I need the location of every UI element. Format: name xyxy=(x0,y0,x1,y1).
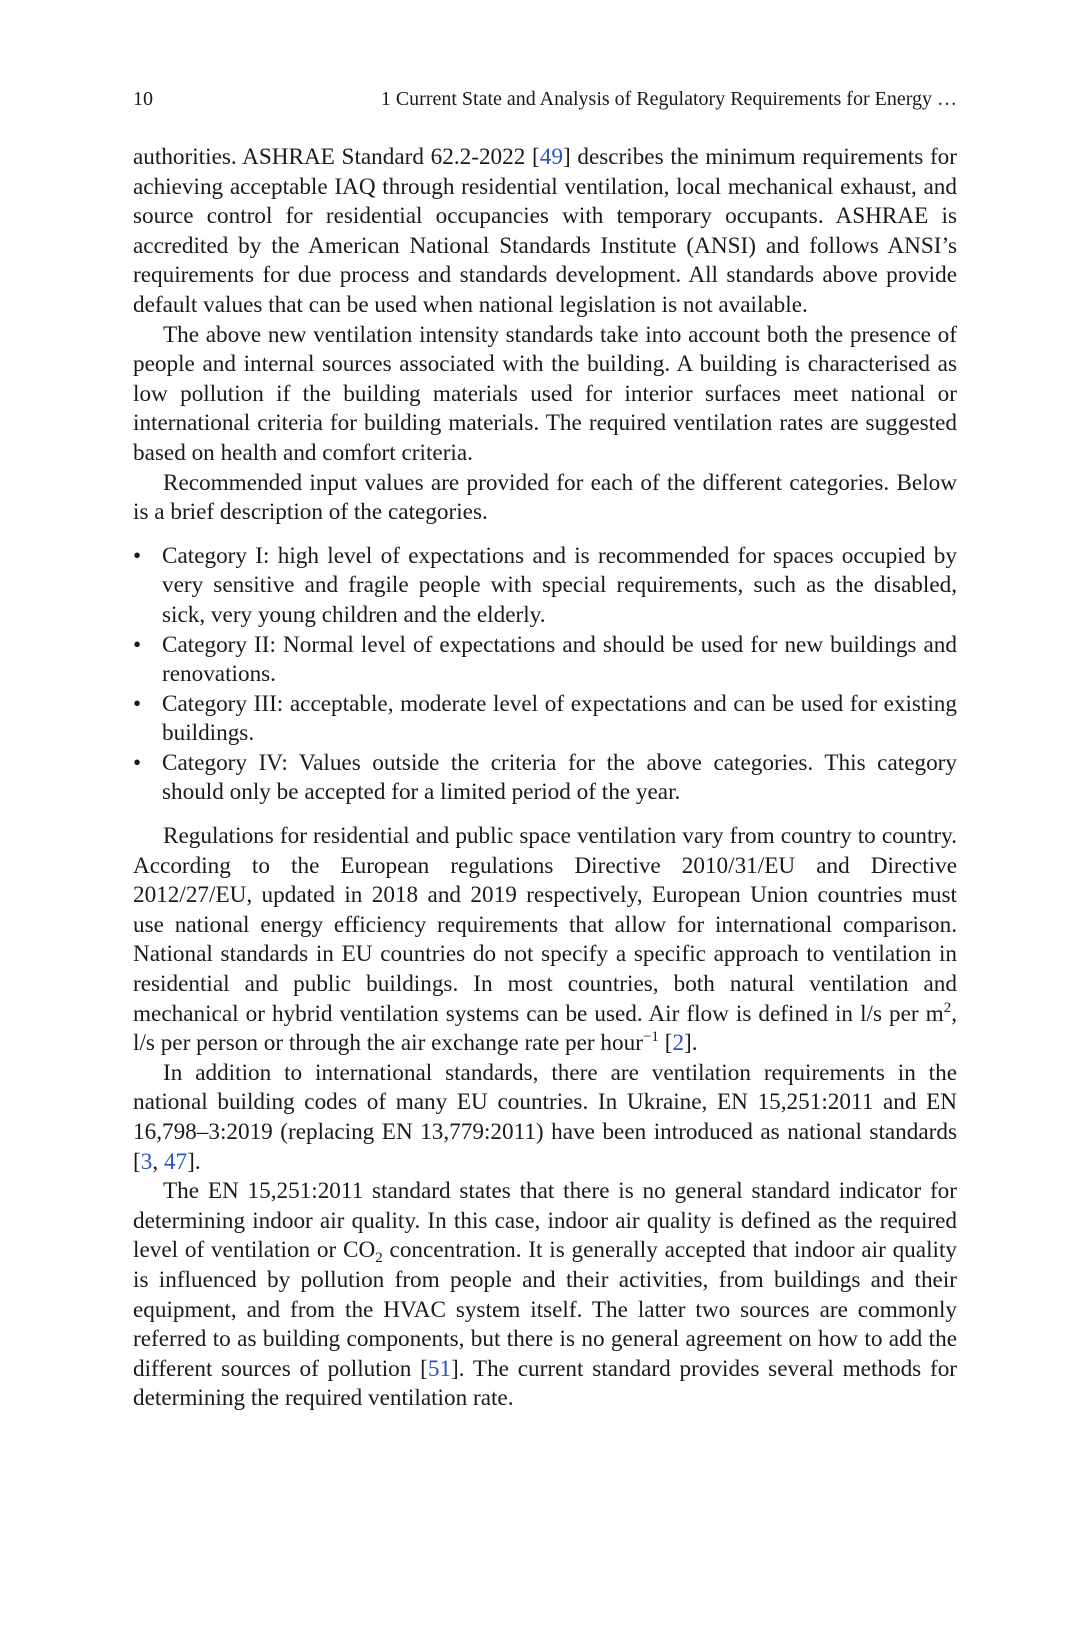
text-run: The EN 15,251:2011 standard states that there is no general standard indicator for determining indoor air quality. In this case, indoor air quality is defined as the required level of ventilation or CO xyxy=(133,1178,957,1264)
text-run: ]. xyxy=(187,1148,201,1175)
chapter-title: 1 Current State and Analysis of Regulatory Requirements for Energy … xyxy=(380,88,957,110)
text-run: , l/s per person or through the air exchange rate per hour xyxy=(133,1000,957,1057)
text-run: authorities. ASHRAE Standard 62.2-2022 [ xyxy=(133,144,540,170)
text-run: concentration. It is generally accepted that indoor air quality is influenced by pollution from people and their activities, from buildings and their equipment, and from the HVAC system itself. The latter two sources are commonly referred to as building components, but there is no general agreement on how to add the different sources of pollution [ xyxy=(133,1237,957,1382)
paragraph-ashrae xyxy=(133,143,957,321)
list-item xyxy=(133,749,957,808)
bullet-icon: • xyxy=(133,631,142,658)
running-header xyxy=(133,84,957,114)
page-number: 10 xyxy=(133,88,153,110)
list-item-text: Category I: high level of expectations and is recommended for spaces occupied by very sensitive and fragile people with special requirements, such as the disabled, sick, very young children and the elderly. xyxy=(162,542,957,628)
text-run: In addition to international standards, there are ventilation requirements in the national building codes of many EU countries. In Ukraine, EN 15,251:2011 and EN 16,798–3:2019 (replacing EN 13,779:2011) have been introduced as national standards [ xyxy=(133,1059,957,1175)
text-run: ]. xyxy=(684,1030,698,1057)
list-item-text: Category III: acceptable, moderate level of expectations and can be used for existing buildings. xyxy=(162,690,957,747)
text-run: [ xyxy=(658,1030,673,1057)
list-item-text: Category II: Normal level of expectations and should be used for new buildings and renovations. xyxy=(162,631,957,688)
citation-link-2[interactable]: 2 xyxy=(672,1030,685,1057)
paragraph-en15251 xyxy=(133,1177,957,1414)
text-run: ] describes the minimum requirements for achieving acceptable IAQ through residential ventilation, local mechanical exhaust, and source control for residential occupancies with temporary occupants. ASHRAE is accredited by the American National Standards Institute (ANSI) and follows ANSI’s requirements for due process and standards development. All standards above provide default values that can be used when national legislation is not available. xyxy=(133,144,957,318)
citation-link-49[interactable]: 49 xyxy=(539,144,563,170)
text-run: ]. The current standard provides several methods for determining the required ventilation rate. xyxy=(133,1355,958,1412)
bullet-icon: • xyxy=(133,749,142,776)
text-run: , xyxy=(152,1148,164,1175)
bullet-icon: • xyxy=(133,542,142,569)
citation-link-51[interactable]: 51 xyxy=(427,1355,452,1382)
list-item xyxy=(133,631,957,690)
list-item xyxy=(133,690,957,749)
citation-link-3[interactable]: 3 xyxy=(140,1148,153,1175)
superscript: −1 xyxy=(642,1029,659,1046)
citation-link-47[interactable]: 47 xyxy=(163,1148,188,1175)
text-run: Regulations for residential and public space ventilation vary from country to country. According to the European regulations Directive 2010/31/EU and Directive 2012/27/EU, updated in 2018 and 2019 respectively, European Union countries must use national energy efficiency requirements that allow for international comparison. National standards in EU countries do not specify a specific approach to ventilation in residential and public buildings. In most countries, both natural ventilation and mechanical or hybrid ventilation systems can be used. Air flow is defined in l/s per m xyxy=(133,823,957,1027)
list-item-text: Category IV: Values outside the criteria for the above categories. This category should only be accepted for a limited period of the year. xyxy=(162,749,957,806)
superscript: 2 xyxy=(943,999,952,1016)
category-list xyxy=(133,542,957,808)
paragraph-eu-regulations xyxy=(133,822,957,1059)
list-item xyxy=(133,542,957,631)
subscript: 2 xyxy=(375,1250,383,1267)
paragraph-recommended-values: Recommended input values are provided for each of the different categories. Below is a brief description of the categories. xyxy=(133,469,957,526)
body-text xyxy=(133,143,957,1414)
bullet-icon: • xyxy=(133,690,142,717)
paragraph-ventilation-intensity: The above new ventilation intensity standards take into account both the presence of people and internal sources associated with the building. A building is characterised as low pollution if the building materials used for interior surfaces meet national or international criteria for building materials. The required ventilation rates are suggested based on health and comfort criteria. xyxy=(133,321,957,466)
paragraph-national-codes xyxy=(133,1059,957,1177)
